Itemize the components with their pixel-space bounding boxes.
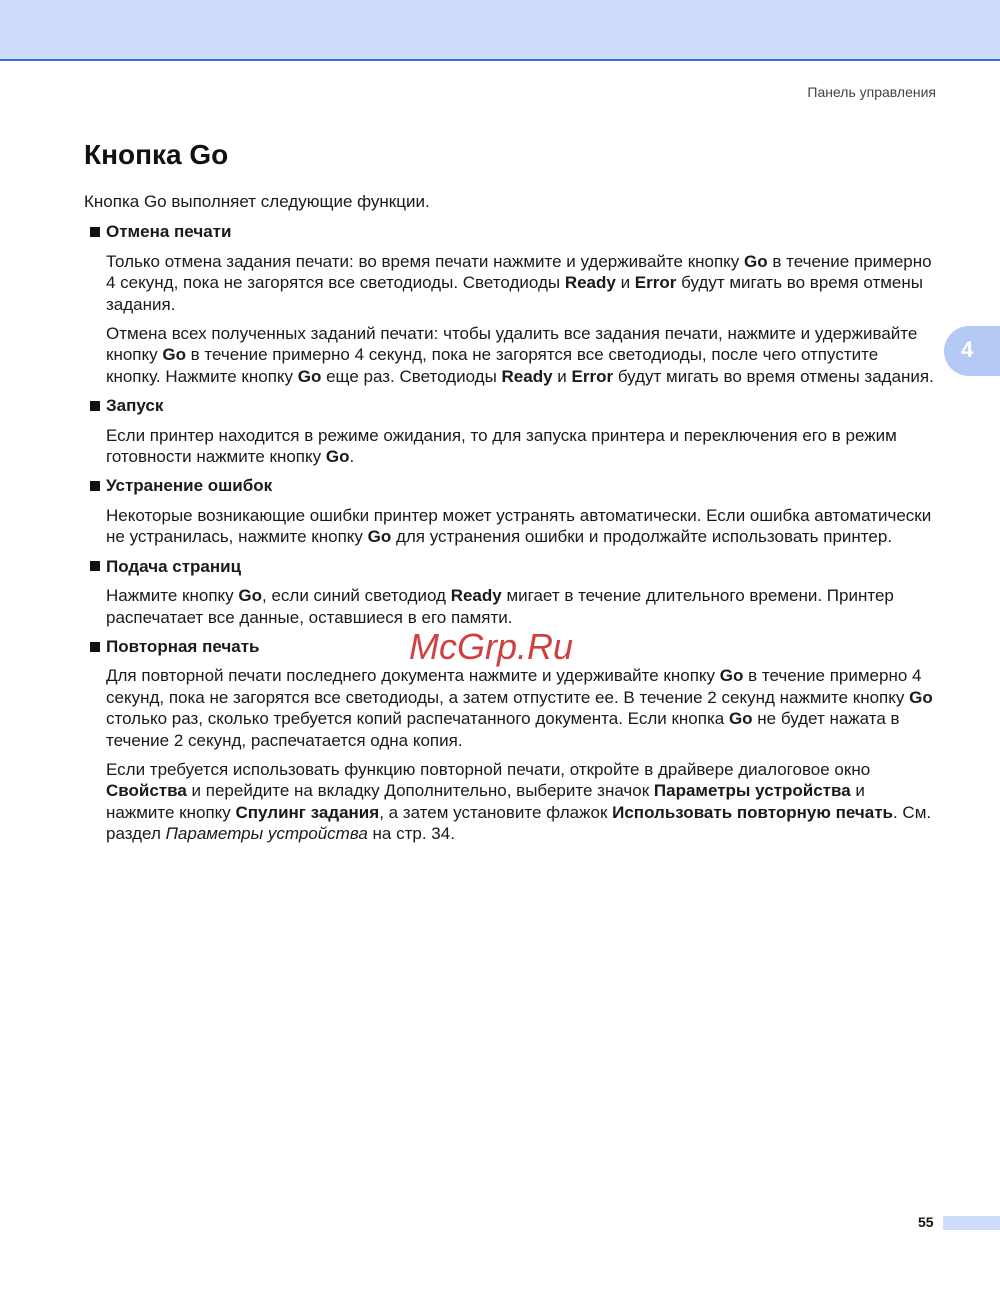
- square-bullet-icon: [90, 481, 100, 491]
- page-number-bar: [943, 1216, 1000, 1230]
- paragraph: Нажмите кнопку Go, если синий светодиод Ready мигает в течение длительного времени. Принтер распечатает все данные, оставшиеся в его памяти.: [106, 586, 894, 627]
- running-header: Панель управления: [807, 84, 936, 100]
- top-band: [0, 0, 1000, 61]
- section-heading: Подача страниц: [106, 556, 242, 576]
- section-cancel-print: [84, 221, 936, 387]
- paragraph: Некоторые возникающие ошибки принтер может устранять автоматически. Если ошибка автоматически не устранилась, нажмите кнопку Go для устранения ошибки и продолжайте использовать принтер.: [106, 505, 932, 547]
- paragraph: Если принтер находится в режиме ожидания, то для запуска принтера и переключения его в режим готовности нажмите кнопку Go.: [106, 425, 897, 467]
- square-bullet-icon: [90, 227, 100, 237]
- paragraph: Если требуется использовать функцию повторной печати, откройте в драйвере диалоговое окно Свойства и перейдите на вкладку Дополнительно, выберите значок Параметры устройства и нажмите кнопку Спулинг задания, а затем установите флажок Использовать повторную печать. См. раздел Параметры устройства на стр. 34.: [106, 759, 932, 844]
- section-startup: [84, 395, 936, 467]
- paragraph: Для повторной печати последнего документа нажмите и удерживайте кнопку Go в течение примерно 4 секунд, пока не загорятся все светодиоды, а затем отпустите ее. В течение 2 секунд нажмите кнопку Go столько раз, сколько требуется копий распечатанного документа. Если кнопка Go не будет нажата в течение 2 секунд, распечатается одна копия.: [106, 666, 933, 750]
- page-number: 55: [918, 1214, 934, 1230]
- intro-text: Кнопка Go выполняет следующие функции.: [84, 192, 430, 211]
- section-heading: Запуск: [106, 396, 164, 416]
- square-bullet-icon: [90, 642, 100, 652]
- square-bullet-icon: [90, 561, 100, 571]
- section-heading: Устранение ошибок: [106, 476, 273, 496]
- paragraph: Отмена всех полученных заданий печати: чтобы удалить все задания печати, нажмите и удерживайте кнопку Go в течение примерно 4 секунд, пока не загорятся все светодиоды, после чего отпустите кнопку. Нажмите кнопку Go еще раз. Светодиоды Ready и Error будут мигать во время отмены задания.: [106, 324, 934, 386]
- square-bullet-icon: [90, 401, 100, 411]
- chapter-tab: [944, 326, 1000, 376]
- page-title: Кнопка Go: [84, 139, 229, 170]
- watermark: McGrp.Ru: [409, 626, 574, 667]
- cross-reference-link[interactable]: Параметры устройства: [165, 824, 368, 844]
- section-heading: Повторная печать: [106, 636, 260, 656]
- section-error-recovery: [84, 475, 936, 547]
- section-form-feed: [84, 556, 936, 628]
- paragraph: Только отмена задания печати: во время печати нажмите и удерживайте кнопку Go в течение примерно 4 секунд, пока не загорятся все светодиоды. Светодиоды Ready и Error будут мигать во время отмены задания.: [106, 251, 932, 314]
- section-heading: Отмена печати: [106, 222, 232, 242]
- chapter-number: 4: [961, 337, 974, 362]
- page-content: [84, 191, 936, 853]
